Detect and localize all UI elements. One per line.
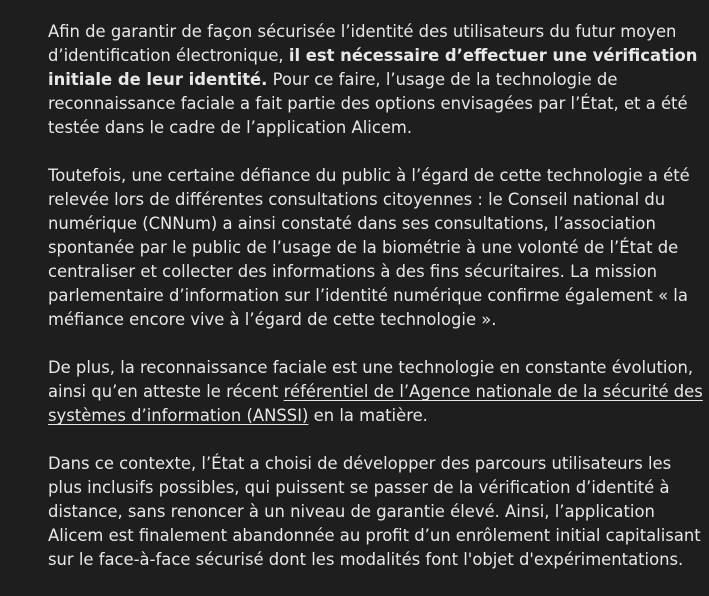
paragraph-evolution-text: De plus, la reconnaissance faciale est une technologie en constante évolution, ainsi qu’en atteste le récent bbox=[48, 358, 694, 401]
paragraph-intro-text: Afin de garantir de façon sécurisée l’identité des utilisateurs du futur moyen d’identification électronique, bbox=[48, 22, 677, 65]
paragraph-defiance: Toutefois, une certaine défiance du public à l’égard de cette technologie a été relevée lors de différentes consultations citoyennes : le Conseil national du numérique (CNNum) a ainsi constaté dans ses consultations, l’association spontanée par le public de l’usage de la biométrie à une volonté de l’État de centraliser et collecter des informations à des fins sécuritaires. La mission parlementaire d’information sur l’identité numérique confirme également « la méfiance encore vive à l’égard de cette technologie ». bbox=[48, 166, 690, 329]
paragraph-evolution-continuation: en la matière. bbox=[308, 406, 428, 425]
paragraph-context: Dans ce contexte, l’État a choisi de développer des parcours utilisateurs les plus inclusifs possibles, qui puissent se passer de la vérification d’identité à distance, sans renoncer à un niveau de garantie élevé. Ainsi, l’application Alicem est finalement abandonnée au profit d’un enrôlement initial capitalisant sur le face-à-face sécurisé dont les modalités font l'objet d'expérimentations. bbox=[48, 454, 701, 569]
paragraph-intro bbox=[48, 20, 709, 140]
paragraph-evolution bbox=[48, 356, 709, 428]
paragraph-intro-emphasis: il est nécessaire d’effectuer une vérification initiale de leur identité. bbox=[48, 46, 698, 89]
article-body bbox=[48, 20, 709, 596]
anssi-referential-link[interactable]: référentiel de l’Agence nationale de la sécurité des systèmes d’information (ANSSI) bbox=[48, 382, 703, 425]
paragraph-intro-continuation: Pour ce faire, l’usage de la technologie de reconnaissance faciale a fait partie des options envisagées par l’État, et a été testée dans le cadre de l’application Alicem. bbox=[48, 70, 688, 137]
